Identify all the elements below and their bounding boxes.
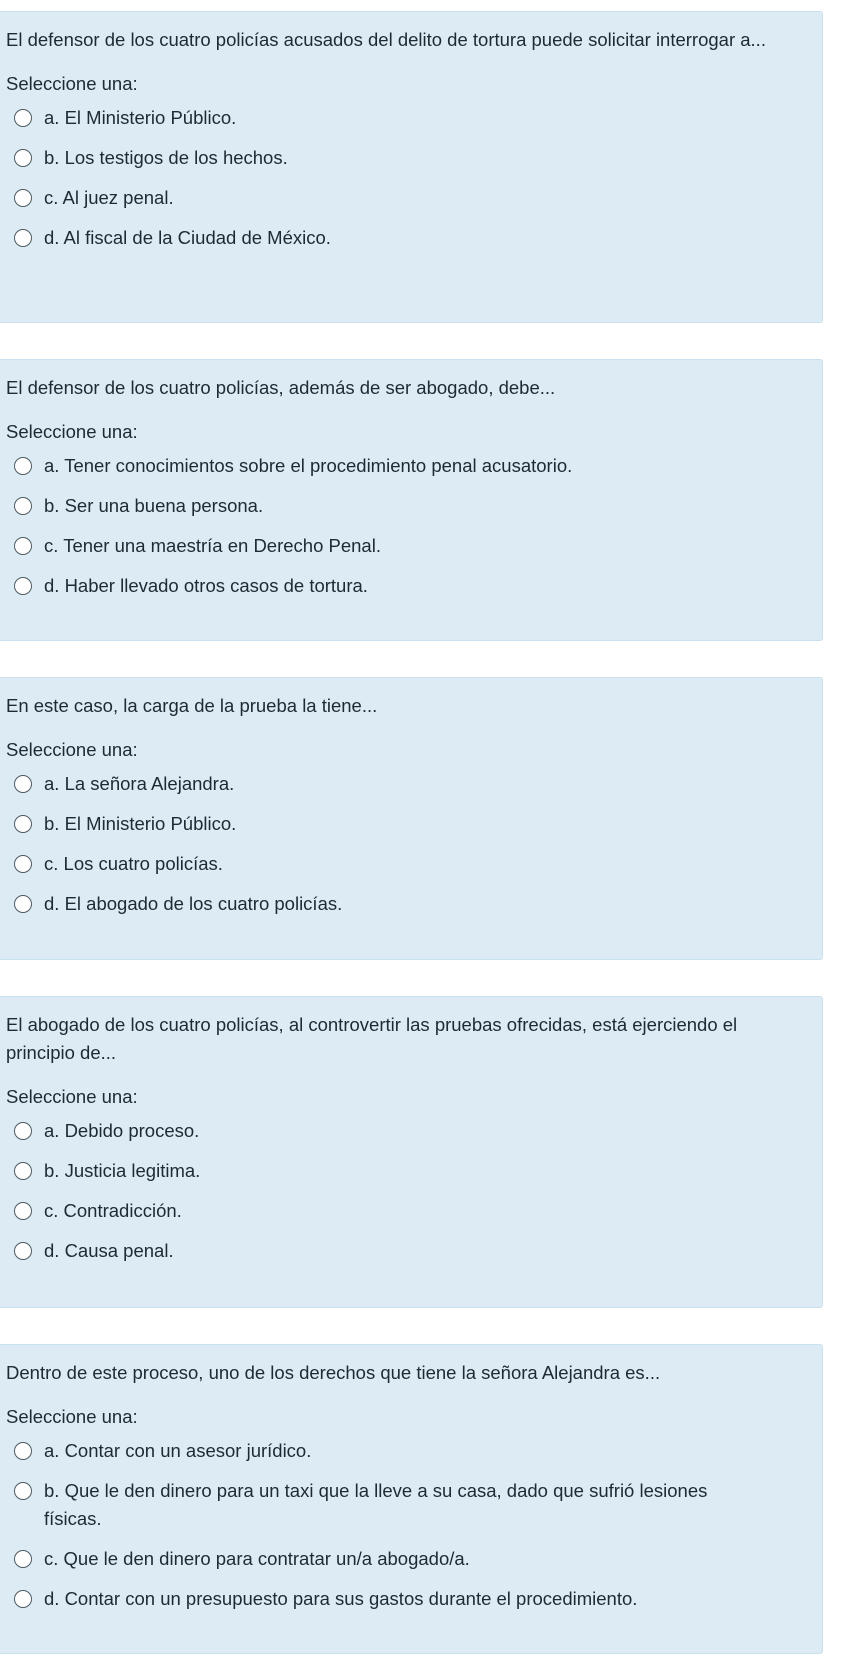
answer-label: b. Ser una buena persona. (44, 495, 264, 516)
radio-button[interactable] (14, 537, 32, 555)
radio-button[interactable] (14, 1162, 32, 1180)
radio-button[interactable] (14, 109, 32, 127)
radio-button[interactable] (14, 855, 32, 873)
answer-label: b. El Ministerio Público. (44, 813, 237, 834)
radio-button[interactable] (14, 775, 32, 793)
answer-option-a[interactable] (6, 452, 810, 480)
select-one-prompt: Seleccione una: (6, 739, 138, 760)
radio-button[interactable] (14, 1550, 32, 1568)
answer-label: a. Contar con un asesor jurídico. (44, 1440, 312, 1461)
select-one-prompt: Seleccione una: (6, 421, 138, 442)
answer-option-a[interactable] (6, 104, 810, 132)
answer-option-c[interactable] (6, 1545, 810, 1573)
answer-list (6, 452, 810, 600)
answer-option-b[interactable] (6, 492, 810, 520)
radio-button[interactable] (14, 149, 32, 167)
select-one-prompt: Seleccione una: (6, 1406, 138, 1427)
radio-button[interactable] (14, 229, 32, 247)
answer-list (6, 1117, 810, 1265)
radio-button[interactable] (14, 815, 32, 833)
question-text: El defensor de los cuatro policías acusados del delito de tortura puede solicitar interrogar a... (6, 29, 766, 50)
answer-label: b. Los testigos de los hechos. (44, 147, 288, 168)
answer-label: c. Contradicción. (44, 1200, 182, 1221)
answer-label: b. Justicia legitima. (44, 1160, 201, 1181)
radio-button[interactable] (14, 895, 32, 913)
question-text: En este caso, la carga de la prueba la tiene... (6, 695, 378, 716)
question-text: El defensor de los cuatro policías, además de ser abogado, debe... (6, 377, 556, 398)
radio-button[interactable] (14, 1590, 32, 1608)
answer-label: d. Haber llevado otros casos de tortura. (44, 575, 368, 596)
answer-label: d. Contar con un presupuesto para sus gastos durante el procedimiento. (44, 1588, 638, 1609)
answer-option-a[interactable] (6, 1437, 810, 1465)
question-card-3 (0, 677, 823, 960)
question-card-1 (0, 11, 823, 323)
answer-list (6, 104, 810, 252)
radio-button[interactable] (14, 1242, 32, 1260)
answer-option-b[interactable] (6, 1157, 810, 1185)
answer-option-c[interactable] (6, 532, 810, 560)
answer-option-d[interactable] (6, 1237, 810, 1265)
answer-label: d. Causa penal. (44, 1240, 174, 1261)
answer-label: a. Debido proceso. (44, 1120, 200, 1141)
radio-button[interactable] (14, 577, 32, 595)
radio-button[interactable] (14, 1442, 32, 1460)
answer-label: a. La señora Alejandra. (44, 773, 235, 794)
radio-button[interactable] (14, 189, 32, 207)
answer-list (6, 1437, 810, 1613)
answer-option-d[interactable] (6, 224, 810, 252)
answer-label: c. Los cuatro policías. (44, 853, 223, 874)
answer-label: c. Tener una maestría en Derecho Penal. (44, 535, 381, 556)
answer-option-d[interactable] (6, 572, 810, 600)
answer-option-c[interactable] (6, 850, 810, 878)
radio-button[interactable] (14, 457, 32, 475)
answer-option-c[interactable] (6, 184, 810, 212)
question-card-5 (0, 1344, 823, 1654)
radio-button[interactable] (14, 1122, 32, 1140)
answer-option-d[interactable] (6, 890, 810, 918)
answer-label: d. El abogado de los cuatro policías. (44, 893, 343, 914)
answer-label: a. Tener conocimientos sobre el procedimiento penal acusatorio. (44, 455, 573, 476)
answer-option-c[interactable] (6, 1197, 810, 1225)
answer-list (6, 770, 810, 918)
answer-label: c. Que le den dinero para contratar un/a abogado/a. (44, 1548, 470, 1569)
answer-option-a[interactable] (6, 1117, 810, 1145)
answer-option-d[interactable] (6, 1585, 810, 1613)
radio-button[interactable] (14, 1202, 32, 1220)
answer-label: b. Que le den dinero para un taxi que la lleve a su casa, dado que sufrió lesiones físicas. (44, 1480, 708, 1529)
question-card-2 (0, 359, 823, 641)
answer-option-a[interactable] (6, 770, 810, 798)
answer-option-b[interactable] (6, 144, 810, 172)
answer-option-b[interactable] (6, 810, 810, 838)
answer-label: d. Al fiscal de la Ciudad de México. (44, 227, 331, 248)
radio-button[interactable] (14, 497, 32, 515)
answer-label: a. El Ministerio Público. (44, 107, 237, 128)
answer-label: c. Al juez penal. (44, 187, 174, 208)
select-one-prompt: Seleccione una: (6, 1086, 138, 1107)
radio-button[interactable] (14, 1482, 32, 1500)
question-text: Dentro de este proceso, uno de los derechos que tiene la señora Alejandra es... (6, 1362, 661, 1383)
select-one-prompt: Seleccione una: (6, 73, 138, 94)
answer-option-b[interactable] (6, 1477, 810, 1533)
question-card-4 (0, 996, 823, 1308)
question-text: El abogado de los cuatro policías, al controvertir las pruebas ofrecidas, está ejerciendo el principio de... (6, 1014, 738, 1063)
